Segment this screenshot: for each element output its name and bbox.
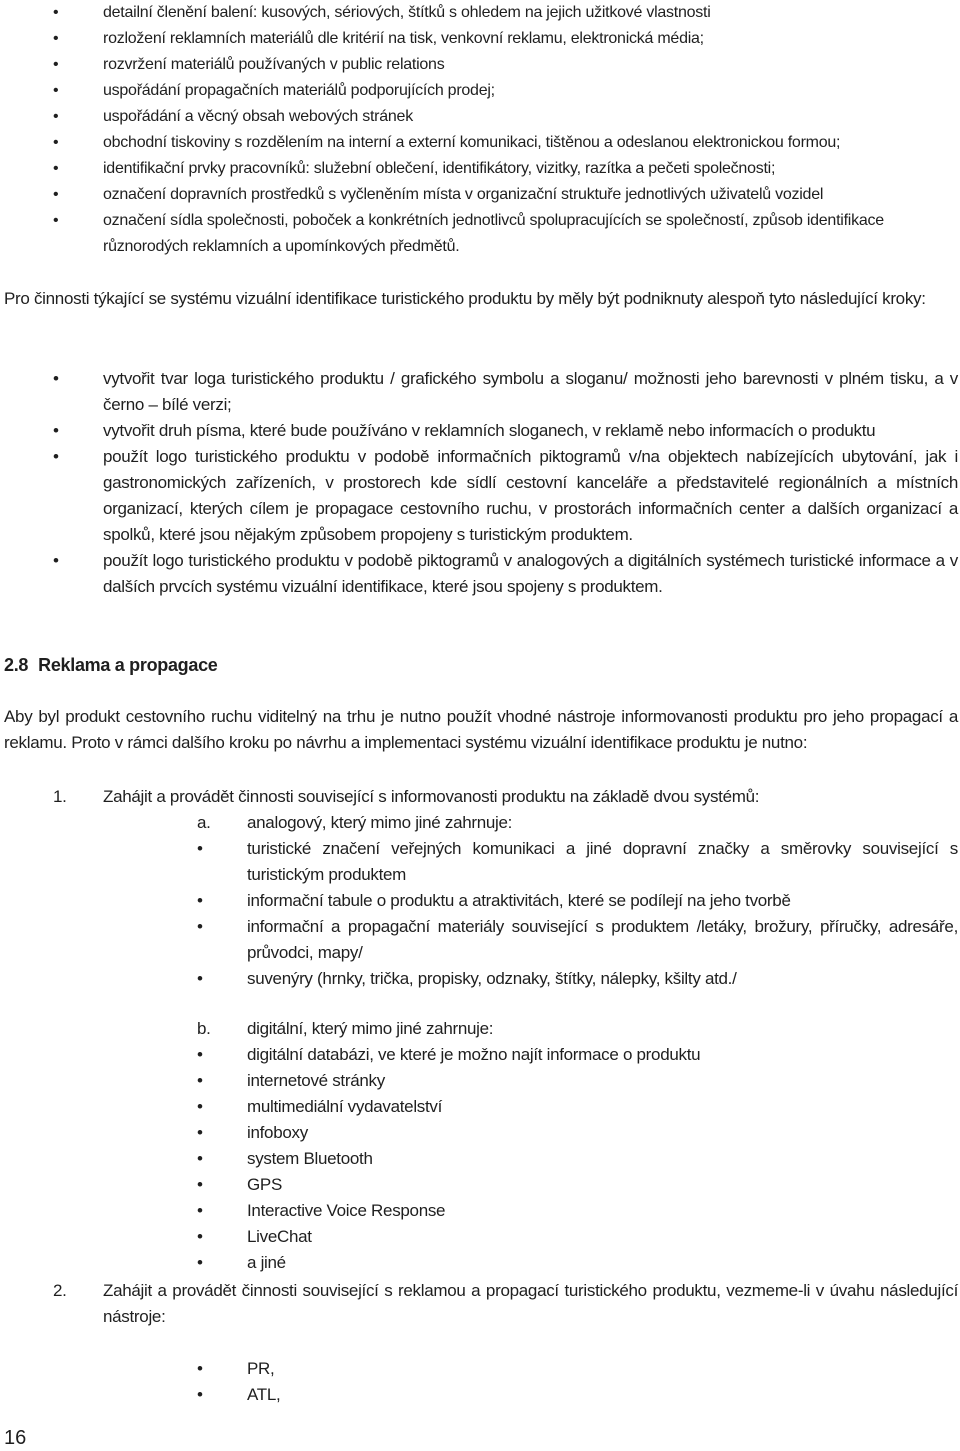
bullet-icon: • [197, 1385, 203, 1404]
section-number: 2.8 [4, 655, 29, 675]
analog-tool-item [0, 966, 960, 992]
list-item-text: uspořádání propagačních materiálů podporujících prodej; [103, 82, 495, 99]
sub-item-b [0, 1016, 960, 1042]
list-item-text: rozvržení materiálů používaných v public relations [103, 56, 445, 73]
digital-tool-item [0, 1068, 960, 1094]
analog-tool-item [0, 836, 960, 888]
list-item [0, 208, 960, 260]
digital-tool-item [0, 1224, 960, 1250]
section-paragraph: Aby byl produkt cestovního ruchu viditelný na trhu je nutno použít vhodné nástroje informovanosti produktu pro jeho propagací a reklamu. Proto v rámci dalšího kroku po návrhu a implementaci systému vizuální identifikace produktu je nutno: [4, 707, 958, 752]
ordered-item-1-text: Zahájit a provádět činnosti související s informovanosti produktu na základě dvou systémů: [103, 787, 760, 806]
ordered-item-1 [0, 784, 960, 810]
step-item [0, 444, 960, 548]
list-item-text: obchodní tiskoviny s rozdělením na interní a externí komunikaci, tištěnou a odeslanou elektronickou formou; [103, 134, 841, 151]
digital-tool-item-text: multimediální vydavatelství [247, 1097, 443, 1116]
intro-paragraph: Pro činnosti týkající se systému vizuální identifikace turistického produktu by měly být podniknuty alespoň tyto následující kroky: [4, 289, 926, 308]
bullet-icon: • [197, 1253, 203, 1272]
sub-item-a [0, 810, 960, 836]
bullet-icon: • [197, 1097, 203, 1116]
bullet-icon: • [53, 186, 59, 203]
list-item-text: rozložení reklamních materiálů dle kritérií na tisk, venkovní reklamu, elektronická média; [103, 30, 704, 47]
list-item [0, 104, 960, 130]
ordered-item-2 [0, 1278, 960, 1330]
bullet-icon: • [53, 369, 59, 388]
analog-tool-item-text: suvenýry (hrnky, trička, propisky, odznaky, štítky, nálepky, kšilty atd./ [247, 969, 737, 988]
digital-tool-item [0, 1172, 960, 1198]
list-item [0, 78, 960, 104]
digital-tool-item-text: digitální databázi, ve které je možno najít informace o produktu [247, 1045, 701, 1064]
bullet-icon: • [197, 1045, 203, 1064]
list-item [0, 52, 960, 78]
steps-list [0, 366, 960, 600]
bullet-icon: • [53, 108, 59, 125]
step-item [0, 366, 960, 418]
digital-tool-item-text: GPS [247, 1175, 283, 1194]
step-item [0, 418, 960, 444]
bullet-icon: • [197, 891, 203, 910]
ordered-item-1-number: 1. [53, 787, 67, 806]
digital-tool-item-text: infoboxy [247, 1123, 308, 1142]
step-item [0, 548, 960, 600]
sub-item-b-letter: b. [197, 1019, 211, 1038]
step-item-text: vytvořit tvar loga turistického produktu / grafického symbolu a sloganu/ možnosti jeho barevnosti v plném tisku, a v černo – bílé verzi; [103, 369, 958, 414]
bullet-icon: • [53, 82, 59, 99]
step-item-text: použít logo turistického produktu v podobě piktogramů v analogových a digitálních systémech turistické informace a v dalších prvcích systému vizuální identifikace, které jsou spojeny s produktem. [103, 551, 958, 596]
sub-item-a-text: analogový, který mimo jiné zahrnuje: [247, 813, 513, 832]
digital-tools-list [0, 1042, 960, 1276]
bullet-icon: • [53, 212, 59, 229]
bullet-icon: • [197, 1175, 203, 1194]
bullet-icon: • [197, 1123, 203, 1142]
list-item [0, 156, 960, 182]
bullet-icon: • [197, 1201, 203, 1220]
bullet-icon: • [197, 1359, 203, 1378]
list-item-text: detailní členění balení: kusových, sériových, štítků s ohledem na jejich užitkové vlastnosti [103, 4, 711, 21]
digital-tool-item-text: a jiné [247, 1253, 286, 1272]
advertising-tool-item-text: PR, [247, 1359, 275, 1378]
step-item-text: vytvořit druh písma, které bude používáno v reklamních sloganech, v reklamě nebo informacích o produktu [103, 421, 876, 440]
digital-tool-item-text: Interactive Voice Response [247, 1201, 446, 1220]
steps-bullet-list [0, 366, 960, 600]
analog-tool-item-text: informační tabule o produktu a atraktivitách, které se podílejí na jeho tvorbě [247, 891, 791, 910]
section-heading [4, 652, 218, 678]
list-item-text: identifikační prvky pracovníků: služební oblečení, identifikátory, vizitky, razítka a pečeti společnosti; [103, 160, 776, 177]
advertising-tools-list [0, 1356, 960, 1408]
identification-elements-list [0, 0, 960, 260]
list-item [0, 0, 960, 26]
digital-tool-item [0, 1094, 960, 1120]
digital-tool-item [0, 1120, 960, 1146]
bullet-icon: • [53, 56, 59, 73]
bullet-icon: • [197, 1149, 203, 1168]
digital-tool-item-text: LiveChat [247, 1227, 312, 1246]
bullet-icon: • [53, 30, 59, 47]
sub-item-b-text: digitální, který mimo jiné zahrnuje: [247, 1019, 494, 1038]
analog-tool-item [0, 914, 960, 966]
analog-tools-list [0, 836, 960, 992]
bullet-icon: • [197, 1071, 203, 1090]
bullet-icon: • [53, 134, 59, 151]
ordered-item-2-text: Zahájit a provádět činnosti související s reklamou a propagací turistického produktu, vezmeme-li v úvahu následující nástroje: [103, 1281, 958, 1326]
step-item-text: použít logo turistického produktu v podobě informačních piktogramů v/na objektech nabízejících ubytování, jak i gastronomických zařízeních, v prostorech kde sídlí cestovní kanceláře a představitelé regionálních a místních organizací, kterých cílem je propagace cestovního ruchu, v prostorách informačních center a dalších organizací a spolků, které jsou nějakým způsobem propojeny s turistickým produktem. [103, 447, 958, 544]
bullet-icon: • [197, 917, 203, 936]
list-item-text: uspořádání a věcný obsah webových stránek [103, 108, 413, 125]
digital-tool-item [0, 1198, 960, 1224]
bullet-icon: • [197, 839, 203, 858]
bullet-icon: • [197, 969, 203, 988]
list-item [0, 26, 960, 52]
section-title: Reklama a propagace [38, 655, 218, 675]
intro-paragraph-block [0, 286, 960, 312]
digital-tool-item-text: system Bluetooth [247, 1149, 373, 1168]
page-number: 16 [4, 1427, 27, 1449]
top-bullet-list [0, 0, 960, 260]
ordered-item-2-number: 2. [53, 1281, 67, 1300]
advertising-tool-item [0, 1382, 960, 1408]
bullet-icon: • [53, 4, 59, 21]
bullet-icon: • [53, 421, 59, 440]
sub-item-a-letter: a. [197, 813, 211, 832]
analog-tool-item [0, 888, 960, 914]
digital-tool-item [0, 1250, 960, 1276]
advertising-tool-item [0, 1356, 960, 1382]
bullet-icon: • [53, 160, 59, 177]
list-item-text: označení sídla společnosti, poboček a konkrétních jednotlivců spolupracujících se společností, způsob identifikace různorodých reklamních a upomínkových předmětů. [103, 212, 884, 255]
list-item-text: označení dopravních prostředků s vyčleněním místa v organizační struktuře jednotlivých uživatelů vozidel [103, 186, 824, 203]
analog-tool-item-text: informační a propagační materiály související s produktem /letáky, brožury, příručky, adresáře, průvodci, mapy/ [247, 917, 958, 962]
list-item [0, 130, 960, 156]
bullet-icon: • [197, 1227, 203, 1246]
section-paragraph-block [0, 704, 960, 756]
advertising-tool-item-text: ATL, [247, 1385, 281, 1404]
digital-tool-item [0, 1146, 960, 1172]
digital-tool-item-text: internetové stránky [247, 1071, 385, 1090]
analog-tool-item-text: turistické značení veřejných komunikaci a jiné dopravní značky a směrovky související s turistickým produktem [247, 839, 958, 884]
bullet-icon: • [53, 447, 59, 466]
list-item [0, 182, 960, 208]
digital-tool-item [0, 1042, 960, 1068]
bullet-icon: • [53, 551, 59, 570]
